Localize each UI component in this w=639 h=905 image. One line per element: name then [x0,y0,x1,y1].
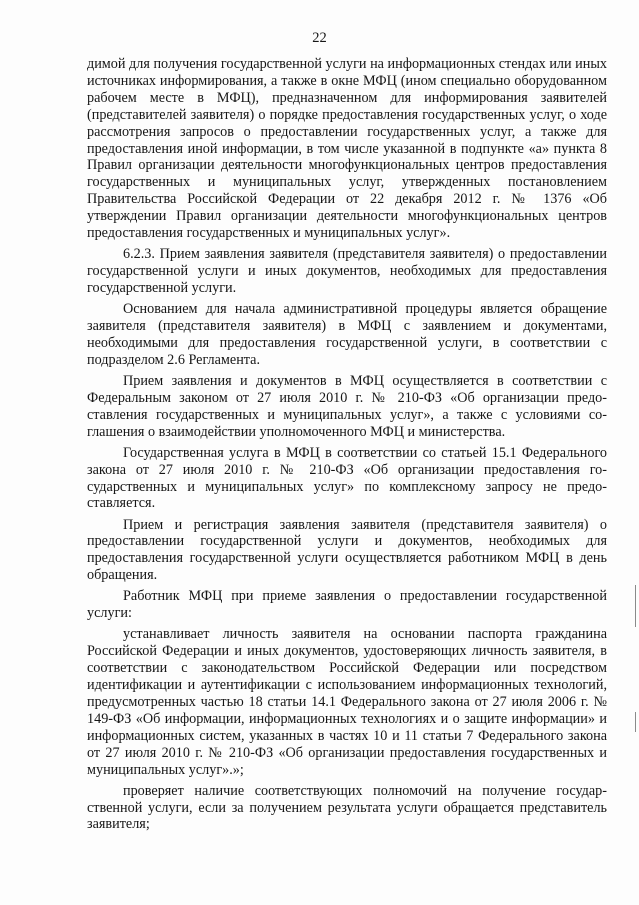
scan-edge-mark [635,585,636,627]
paragraph-3: Основанием для начала административной процедуры является обращение заявителя (представителя заявителя) в МФЦ с заявлением и документами, необходимыми для предоставления государственной услуги, в соответствии с подразделом 2.6 Регламента. [87,301,607,368]
paragraph-1: димой для получения государственной услуги на информационных стендах или иных источниках информирования, а также в окне МФЦ (ином специально оборудованном рабочем месте в МФЦ), предназначенном для информирования заявителей (представителей заявителя) о порядке предоставления государственных услуг, о ходе рассмотрения запросов о предоставлении государственных услуг, а также для предоставления иной информации, в том числе указанной в подпункте «а» пункта 8 Правил организации деятельности многофункциональных центров предоставления государственных и муниципальных услуг, утвержденных постановлением Правительства Российской Федерации от 22 декабря 2012 г. № 1376 «Об утверждении Правил организации деятельности многофункциональных центров предоставления государственных и муниципальных услуг». [87,56,607,242]
paragraph-4: Прием заявления и документов в МФЦ осуществляется в соответствии с Федеральным законом от 27 июля 2010 г. № 210-ФЗ «Об организации предоставления государственных и муниципальных услуг», а также с условиями соглашения о взаимодействии уполномоченного МФЦ и министерства. [87,372,607,440]
paragraph-2: 6.2.3. Прием заявления заявителя (представителя заявителя) о предоставлении государственной услуги и иных документов, необходимых для предоставления государственной услуги. [87,246,607,296]
paragraph-8: устанавливает личность заявителя на основании паспорта гражданина Российской Федерации и иных документов, удостоверяющих личность заявителя, в соответствии с законодательством Российской Федерации или посредством идентификации и аутентификации с использованием информационных технологий, предусмотренных частью 18 статьи 14.1 Федерального закона от 27 июля 2006 г. № 149-ФЗ «Об информации, информационных технологиях и о защите информации» и информационных систем, указанных в частях 10 и 11 статьи 7 Федерального закона от 27 июля 2010 г. № 210-ФЗ «Об организации предоставления государственных и муниципальных услуг».»; [87,626,607,778]
scan-edge-mark [635,712,636,732]
paragraph-5: Государственная услуга в МФЦ в соответствии со статьей 15.1 Федерального закона от 27 июля 2010 г. № 210-ФЗ «Об организации предоставления государственных и муниципальных услуг» по комплексному запросу не предоставляется. [87,444,607,512]
paragraph-7: Работник МФЦ при приеме заявления о предоставлении государственной услуги: [87,588,607,622]
body-text [87,56,607,838]
paragraph-6: Прием и регистрация заявления заявителя (представителя заявителя) о предоставлении государственной услуги и документов, необходимых для предоставления государственной услуги осуществляется работником МФЦ в день обращения. [87,516,607,584]
page-number: 22 [312,30,327,46]
paragraph-9: проверяет наличие соответствующих полномочий на получение государственной услуги, если за получением результата услуги обращается представитель заявителя; [87,782,607,833]
